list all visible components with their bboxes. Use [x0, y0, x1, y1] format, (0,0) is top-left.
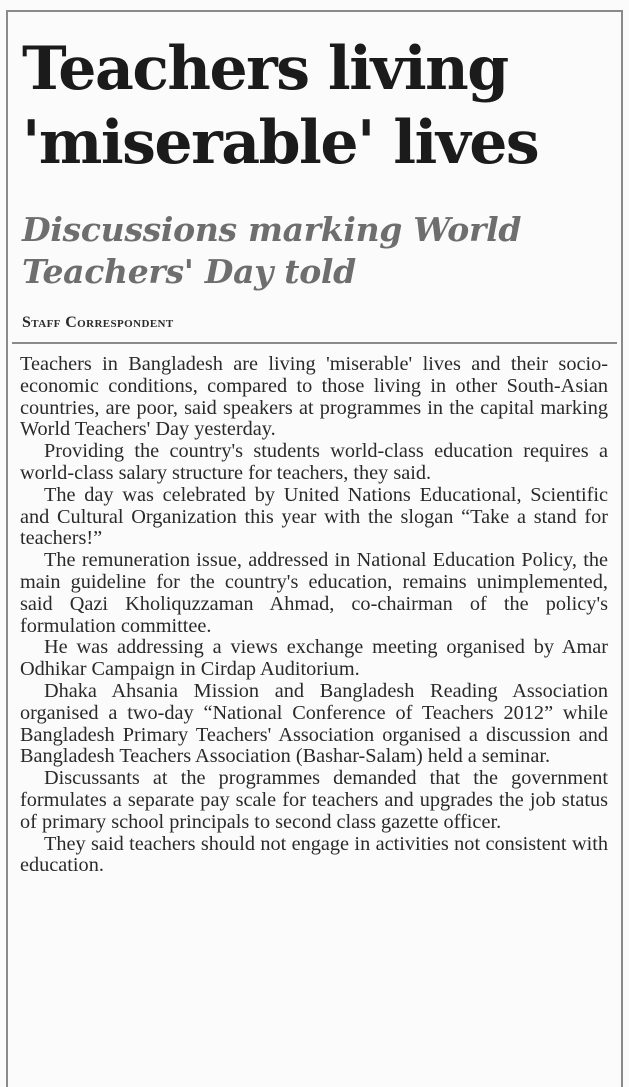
- body-paragraph: Teachers in Bangladesh are living 'miserable' lives and their socio-economic conditions, compared to those living in other South-Asian countries, are poor, said speakers at programmes in the capital marking World Teachers' Day yesterday.: [20, 353, 608, 441]
- body-paragraph: Dhaka Ahsania Mission and Bangladesh Reading Association organised a two-day “National Conference of Teachers 2012” while Bangladesh Primary Teachers' Association organised a discussion and Bangladesh Teachers Association (Bashar-Salam) held a seminar.: [20, 679, 608, 768]
- body-paragraph: They said teachers should not engage in activities not consistent with education.: [20, 832, 608, 877]
- article-body: [20, 354, 608, 877]
- body-paragraph: The day was celebrated by United Nations Educational, Scientific and Cultural Organization this year with the slogan “Take a stand for teachers!”: [20, 483, 608, 550]
- byline: Staff Correspondent: [22, 314, 174, 331]
- top-border-rule: [6, 10, 623, 12]
- body-paragraph: Providing the country's students world-class education requires a world-class salary structure for teachers, they said.: [20, 440, 608, 484]
- body-paragraph: Discussants at the programmes demanded that the government formulates a separate pay scale for teachers and upgrades the job status of primary school principals to second class gazette officer.: [20, 767, 608, 833]
- byline-divider: [12, 342, 617, 344]
- left-border-rule: [6, 10, 8, 1087]
- headline: Teachers living 'miserable' lives: [22, 34, 539, 178]
- subheadline: Discussions marking World Teachers' Day told: [22, 210, 522, 291]
- body-paragraph: The remuneration issue, addressed in National Education Policy, the main guideline for the country's education, remains unimplemented, said Qazi Kholiquzzaman Ahmad, co-chairman of the policy's formulation committee.: [20, 549, 608, 637]
- body-paragraph: He was addressing a views exchange meeting organised by Amar Odhikar Campaign in Cirdap Auditorium.: [20, 636, 608, 681]
